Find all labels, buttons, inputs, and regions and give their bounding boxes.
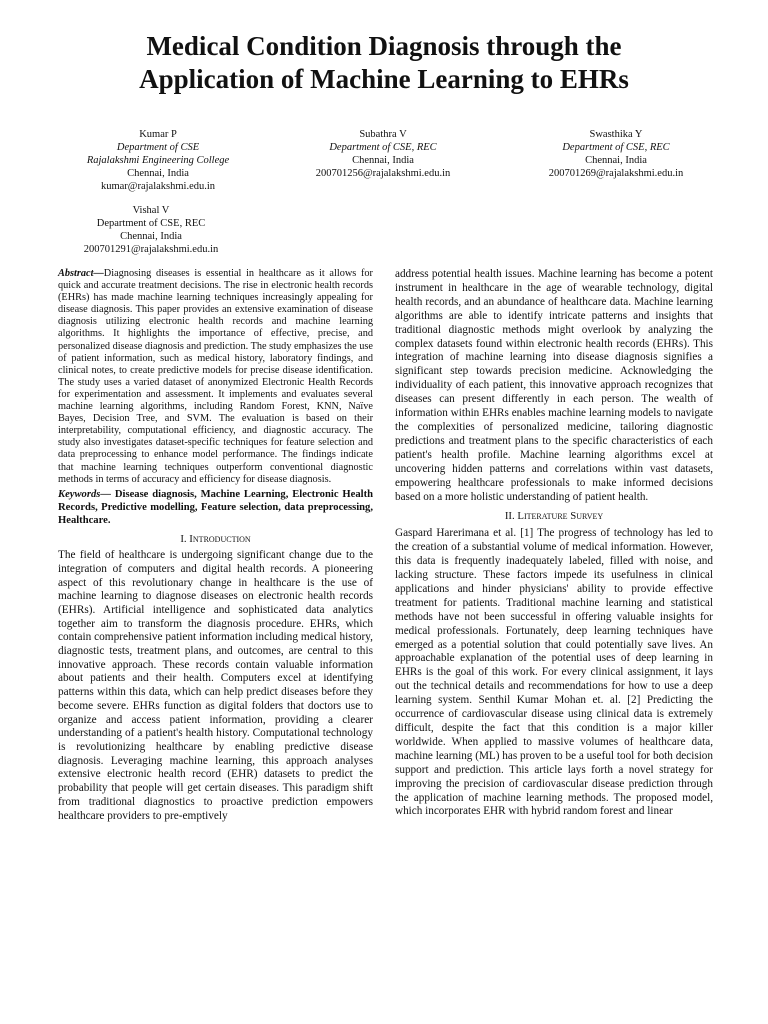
- author-department: Department of CSE: [116, 142, 200, 153]
- title-line-2: Application of Machine Learning to EHRs: [139, 64, 629, 94]
- keywords-end: .: [107, 514, 111, 526]
- author-email: 200701291@rajalakshmi.edu.in: [83, 244, 219, 255]
- keywords-label: Keywords—: [58, 488, 111, 500]
- author-email: 200701269@rajalakshmi.edu.in: [548, 168, 684, 179]
- title-line-1: Medical Condition Diagnosis through the: [146, 31, 622, 61]
- author-block-2: [268, 128, 498, 180]
- abstract: [58, 268, 373, 486]
- author-block-3: [501, 128, 731, 180]
- author-email: 200701256@rajalakshmi.edu.in: [315, 168, 451, 179]
- author-city: Chennai, India: [352, 155, 414, 166]
- literature-survey-text: Gaspard Harerimana et al. [1] The progress of technology has led to the creation of a substantial volume of medical information. However, this data is frequently inadequately labeled, filled with noise, and lacking structure. These factors impede its usefulness in clinical applications and hinder physicians' ability to provide effective treatment for patients. Traditional machine learning and statistical methods have not been successful in offering valuable insights for medical professionals. Fortunately, deep learning techniques have emerged as a potential solution that could potentially save lives. An approachable explanation of the potential uses of deep learning in EHRs is the goal of this work. For every clinical assignment, it lays out the technical details and recommendations for how to use a deep learning system. Senthil Kumar Mohan et. al. [2] Predicting the occurrence of cardiovascular disease using clinical data is extremely difficult, despite the fact that this condition is a major killer worldwide. When applied to massive volumes of healthcare data, machine learning (ML) has proven to be a useful tool for both decision support and prediction. This article lays forth a novel strategy for improving the precision of cardiovascular disease prediction through the application of machine learning methods. The proposed model, which incorporates EHR with hybrid random forest and linear: [395, 527, 713, 818]
- author-city: Chennai, India: [127, 168, 189, 179]
- abstract-label: Abstract—: [58, 268, 104, 279]
- author-department: Department of CSE, REC: [96, 218, 206, 229]
- author-name: Kumar P: [139, 129, 177, 140]
- right-column: [395, 268, 713, 819]
- author-city: Chennai, India: [585, 155, 647, 166]
- introduction-text: The field of healthcare is undergoing significant change due to the integration of computers and digital health records. A pioneering aspect of this revolutionary change in healthcare is the use of machine learning to diagnose diseases on electronic health records (EHRs). Artificial intelligence and sophisticated data analytics together aim to transform the diagnosis procedure. EHRs, which contain comprehensive patient information including medical history, diagnostic tests, treatment plans, and outcomes, are central to this innovative approach. These records contain valuable information about patients and their health. Computers excel at identifying patterns within this data, which can help predict diseases before they become severe. EHRs function as digital folders that doctors use to organize and access patient information, providing a clearer understanding of a patient's health history. Computational technology is revolutionizing healthcare by enabling predictive disease diagnosis. Leveraging machine learning, this approach analyses extensive electronic health record (EHR) datasets to predict the probability that people will get certain diseases. This paradigm shift from traditional diagnostics to proactive prediction empowers healthcare providers to pre-emptively: [58, 549, 373, 822]
- author-name: Subathra V: [359, 129, 407, 140]
- author-email: kumar@rajalakshmi.edu.in: [100, 181, 216, 192]
- paper-title: [40, 30, 728, 96]
- author-block-4: [36, 204, 266, 256]
- abstract-text: Diagnosing diseases is essential in healthcare as it allows for quick and accurate treatment decisions. The rise in electronic health records (EHRs) has made machine learning techniques increasingly appealing for disease diagnosis. This paper provides an extensive examination of disease diagnosis utilizing electronic health records and machine learning algorithms. It highlights the importance of effective, precise, and personalized disease diagnosis and prediction. The study emphasizes the use of patient information, such as medical history, laboratory findings, and clinical notes, to create predictive models for precise disease identification. The study uses a varied dataset of anonymized Electronic Health Records for experimentation and assessment. It implements and evaluates several machine learning algorithms, including Random Forest, KNN, Naïve Bayes, Decision Tree, and SVM. The evaluation is based on their interpretability, computational efficiency, and diagnostic accuracy. The study also investigates dataset-specific techniques for feature selection and data preprocessing to enhance model performance. The findings indicate that machine learning techniques outperform conventional diagnostic methods in terms of accuracy and efficiency for disease diagnosis.: [58, 268, 373, 485]
- section-heading-literature-survey: II. Literature Survey: [504, 510, 604, 523]
- author-department: Department of CSE, REC: [562, 142, 670, 153]
- author-block-1: [43, 128, 273, 193]
- keywords: [58, 488, 373, 527]
- author-department: Department of CSE, REC: [329, 142, 437, 153]
- keywords-text: Disease diagnosis, Machine Learning, Electronic Health Records, Predictive modelling, Feature selection, data preprocessing, Healthcare: [58, 488, 373, 526]
- author-city: Chennai, India: [120, 231, 182, 242]
- introduction-continued-text: address potential health issues. Machine learning has become a potent instrument in healthcare in the age of wearable technology, digital health records, and an abundance of healthcare data. Machine learning algorithms are able to identify intricate patterns and insights that traditional diagnostic methods might overlook by analyzing the complex datasets found within electronic health records (EHRs). This integration of machine learning into disease diagnosis signifies a significant step towards precision medicine. Acknowledging the individuality of each patient, this innovative approach recognizes that diseases can present differently in each person. The wealth of information within EHRs enables machine learning models to navigate the complexities of personalized medicine, tailoring diagnostic predictions and treatment plans to the specific characteristics of each patient's health profile. Machine learning algorithms excel at uncovering hidden patterns and correlations within vast datasets, empowering healthcare professionals to make informed decisions based on a more holistic understanding of patient health.: [395, 268, 713, 503]
- left-column: [58, 268, 373, 823]
- author-name: Swasthika Y: [589, 129, 643, 140]
- section-heading-introduction: I. Introduction: [180, 532, 251, 545]
- author-institution: Rajalakshmi Engineering College: [86, 155, 230, 166]
- author-name: Vishal V: [132, 205, 170, 216]
